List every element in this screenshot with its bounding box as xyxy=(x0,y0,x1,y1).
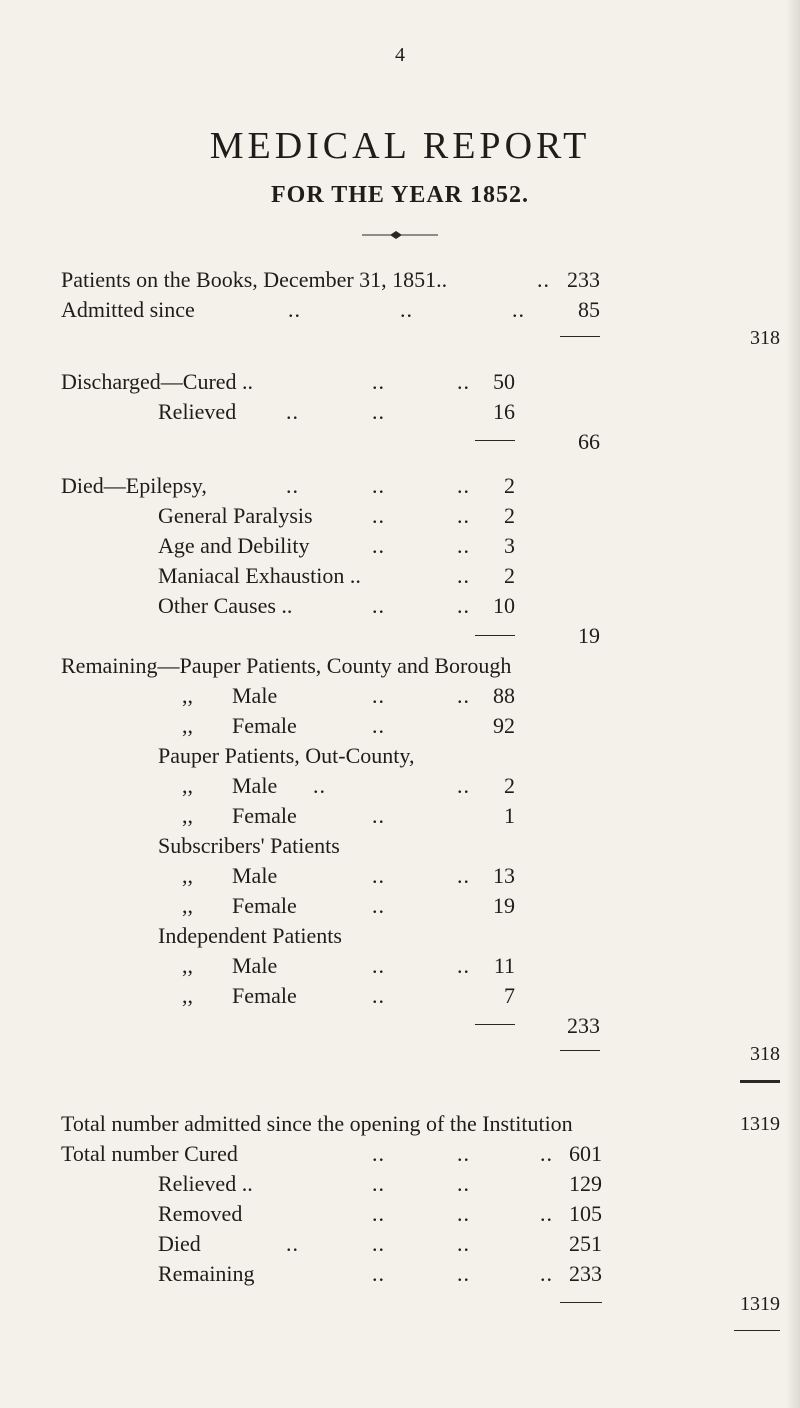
total-cured-label: Total number Cured xyxy=(61,1141,238,1166)
leader-dots: .. xyxy=(400,297,413,322)
leader-dots: .. xyxy=(288,297,301,322)
leader-dots: .. xyxy=(457,369,470,394)
sum-rule xyxy=(475,1024,515,1025)
leader-dots: .. xyxy=(540,1201,553,1226)
out-female-label: Female xyxy=(232,803,297,828)
county-female-label: Female xyxy=(232,713,297,738)
page-number: 4 xyxy=(395,44,405,66)
ditto-mark: ,, xyxy=(182,773,193,798)
leader-dots: .. xyxy=(457,563,470,588)
leader-dots: .. xyxy=(457,773,470,798)
sum-rule xyxy=(475,440,515,441)
ditto-mark: ,, xyxy=(182,803,193,828)
on-books-value: 233 xyxy=(567,267,600,292)
leader-dots: .. xyxy=(372,473,385,498)
sum-rule xyxy=(560,336,600,337)
ind-male-label: Male xyxy=(232,953,278,978)
leader-dots: .. xyxy=(457,1261,470,1286)
discharged-cured-value: 50 xyxy=(493,369,515,394)
leader-dots: .. xyxy=(457,1201,470,1226)
leader-dots: .. xyxy=(372,593,385,618)
leader-dots: .. xyxy=(512,297,525,322)
county-male-value: 88 xyxy=(493,683,515,708)
ditto-mark: ,, xyxy=(182,953,193,978)
discharged-relieved-value: 16 xyxy=(493,399,515,424)
ind-female-label: Female xyxy=(232,983,297,1008)
independent-header: Independent Patients xyxy=(158,923,342,948)
discharged-cured-label: Discharged—Cured .. xyxy=(61,369,254,394)
ditto-mark: ,, xyxy=(182,893,193,918)
admitted-label: Admitted since xyxy=(61,297,195,322)
leader-dots: .. xyxy=(286,473,299,498)
ornament-divider-icon xyxy=(360,225,440,245)
leader-dots: .. xyxy=(372,1261,385,1286)
leader-dots: .. xyxy=(372,503,385,528)
died-total: 19 xyxy=(578,623,600,648)
report-subtitle: FOR THE YEAR 1852. xyxy=(270,182,530,208)
died-debility-label: Age and Debility xyxy=(158,533,310,558)
ditto-mark: ,, xyxy=(182,863,193,888)
ditto-mark: ,, xyxy=(182,683,193,708)
discharged-relieved-label: Relieved xyxy=(158,399,237,424)
leader-dots: .. xyxy=(372,983,385,1008)
on-books-label: Patients on the Books, December 31, 1851.. xyxy=(61,267,448,292)
leader-dots: .. xyxy=(457,1141,470,1166)
ditto-mark: ,, xyxy=(182,713,193,738)
died-paralysis-label: General Paralysis xyxy=(158,503,313,528)
total-removed-label: Removed xyxy=(158,1201,243,1226)
sub-male-value: 13 xyxy=(493,863,515,888)
ditto-mark: ,, xyxy=(182,983,193,1008)
leader-dots: .. xyxy=(372,399,385,424)
out-male-value: 2 xyxy=(504,773,515,798)
leader-dots: .. xyxy=(372,953,385,978)
leader-dots: .. xyxy=(457,683,470,708)
leader-dots: .. xyxy=(457,953,470,978)
died-other-label: Other Causes .. xyxy=(158,593,293,618)
sum-rule xyxy=(560,1302,602,1303)
county-female-value: 92 xyxy=(493,713,515,738)
leader-dots: .. xyxy=(372,1171,385,1196)
leader-dots: .. xyxy=(457,1171,470,1196)
died-epilepsy-value: 2 xyxy=(504,473,515,498)
leader-dots: .. xyxy=(457,533,470,558)
died-exhaustion-label: Maniacal Exhaustion .. xyxy=(158,563,361,588)
county-male-label: Male xyxy=(232,683,278,708)
leader-dots: .. xyxy=(313,773,326,798)
leader-dots: .. xyxy=(372,863,385,888)
died-paralysis-value: 2 xyxy=(504,503,515,528)
sum-rule xyxy=(734,1330,780,1331)
sum-rule xyxy=(475,635,515,636)
total-died-label: Died xyxy=(158,1231,201,1256)
leader-dots: .. xyxy=(457,1231,470,1256)
leader-dots: .. xyxy=(372,369,385,394)
total-318-a: 318 xyxy=(750,327,780,349)
total-cured-value: 601 xyxy=(569,1141,602,1166)
leader-dots: .. xyxy=(537,267,550,292)
subscribers-header: Subscribers' Patients xyxy=(158,833,340,858)
leader-dots: .. xyxy=(372,1201,385,1226)
total-remaining-value: 233 xyxy=(569,1261,602,1286)
leader-dots: .. xyxy=(457,473,470,498)
report-title: MEDICAL REPORT xyxy=(209,125,591,167)
leader-dots: .. xyxy=(457,503,470,528)
leader-dots: .. xyxy=(372,683,385,708)
ind-female-value: 7 xyxy=(504,983,515,1008)
out-male-label: Male xyxy=(232,773,278,798)
grand-total: 1319 xyxy=(740,1293,780,1315)
died-other-value: 10 xyxy=(493,593,515,618)
leader-dots: .. xyxy=(372,713,385,738)
sub-male-label: Male xyxy=(232,863,278,888)
remaining-total: 233 xyxy=(567,1013,600,1038)
sum-rule xyxy=(560,1050,600,1051)
leader-dots: .. xyxy=(372,893,385,918)
total-318-b: 318 xyxy=(750,1043,780,1065)
leader-dots: .. xyxy=(286,399,299,424)
total-admitted-label: Total number admitted since the opening of the Institution xyxy=(61,1111,573,1136)
double-rule xyxy=(740,1080,780,1083)
out-county-header: Pauper Patients, Out-County, xyxy=(158,743,415,768)
leader-dots: .. xyxy=(286,1231,299,1256)
total-relieved-value: 129 xyxy=(569,1171,602,1196)
total-relieved-label: Relieved .. xyxy=(158,1171,253,1196)
leader-dots: .. xyxy=(457,593,470,618)
ind-male-value: 11 xyxy=(493,953,515,978)
died-debility-value: 3 xyxy=(504,533,515,558)
total-remaining-label: Remaining xyxy=(158,1261,255,1286)
admitted-value: 85 xyxy=(578,297,600,322)
remaining-header: Remaining—Pauper Patients, County and Borough xyxy=(61,653,512,678)
out-female-value: 1 xyxy=(504,803,515,828)
leader-dots: .. xyxy=(372,803,385,828)
leader-dots: .. xyxy=(540,1141,553,1166)
discharged-total: 66 xyxy=(578,429,600,454)
leader-dots: .. xyxy=(372,1231,385,1256)
leader-dots: .. xyxy=(457,863,470,888)
sub-female-value: 19 xyxy=(493,893,515,918)
total-admitted-value: 1319 xyxy=(740,1113,780,1135)
page-edge-shadow xyxy=(786,0,800,1408)
total-removed-value: 105 xyxy=(569,1201,602,1226)
sub-female-label: Female xyxy=(232,893,297,918)
leader-dots: .. xyxy=(372,1141,385,1166)
total-died-value: 251 xyxy=(569,1231,602,1256)
died-epilepsy-label: Died—Epilepsy, xyxy=(61,473,207,498)
died-exhaustion-value: 2 xyxy=(504,563,515,588)
leader-dots: .. xyxy=(372,533,385,558)
leader-dots: .. xyxy=(540,1261,553,1286)
